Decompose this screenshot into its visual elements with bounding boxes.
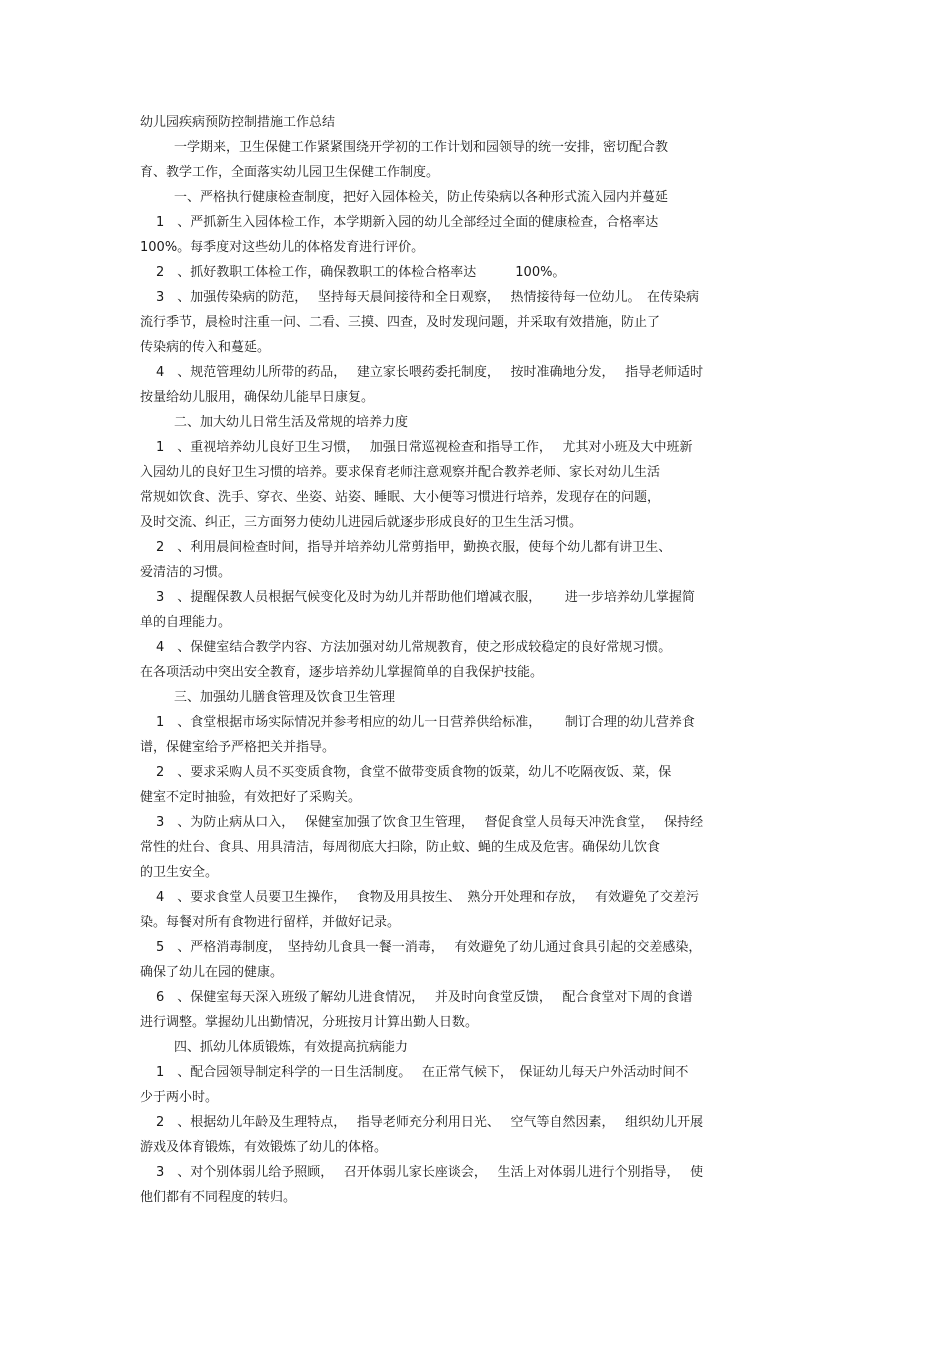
text-line: 1 、食堂根据市场实际情况并参考相应的幼儿一日营养供给标准， 制订合理的幼儿营养食	[156, 715, 695, 730]
document-title: 幼儿园疾病预防控制措施工作总结	[140, 115, 336, 130]
text-line: 育、教学工作，全面落实幼儿园卫生保健工作制度。	[140, 165, 440, 180]
text-line: 染。每餐对所有食物进行留样，并做好记录。	[140, 915, 401, 930]
text-line: 6 、保健室每天深入班级了解幼儿进食情况， 并及时向食堂反馈， 配合食堂对下周的食谱	[156, 990, 693, 1005]
text-line: 1 、严抓新生入园体检工作，本学期新入园的幼儿全部经过全面的健康检查，合格率达	[156, 215, 659, 230]
text-line: 按量给幼儿服用，确保幼儿能早日康复。	[140, 390, 375, 405]
text-line: 5 、严格消毒制度， 坚持幼儿食具一餐一消毒， 有效避免了幼儿通过食具引起的交差感染，	[156, 940, 702, 955]
text-line: 3 、为防止病从口入， 保健室加强了饮食卫生管理， 督促食堂人员每天冲洗食堂， 保持经	[156, 815, 704, 830]
text-line: 传染病的传入和蔓延。	[140, 340, 271, 355]
text-line: 在各项活动中突出安全教育，逐步培养幼儿掌握简单的自我保护技能。	[140, 665, 544, 680]
text-line: 100%。每季度对这些幼儿的体格发育进行评价。	[140, 240, 425, 255]
text-line: 他们都有不同程度的转归。	[140, 1190, 297, 1205]
text-line: 2 、利用晨间检查时间，指导并培养幼儿常剪指甲，勤换衣服，使每个幼儿都有讲卫生、	[156, 540, 672, 555]
text-line: 游戏及体育锻炼，有效锻炼了幼儿的体格。	[140, 1140, 388, 1155]
text-line: 进行调整。掌握幼儿出勤情况，分班按月计算出勤人日数。	[140, 1015, 479, 1030]
text-line: 常规如饮食、洗手、穿衣、坐姿、站姿、睡眠、大小便等习惯进行培养，发现存在的问题，	[140, 490, 661, 505]
text-line: 4 、保健室结合教学内容、方法加强对幼儿常规教育，使之形成较稳定的良好常规习惯。	[156, 640, 672, 655]
text-line: 2 、根据幼儿年龄及生理特点， 指导老师充分利用日光、 空气等自然因素， 组织幼儿开展	[156, 1115, 704, 1130]
text-line: 2 、要求采购人员不买变质食物，食堂不做带变质食物的饭菜，幼儿不吃隔夜饭、菜，保	[156, 765, 672, 780]
text-line: 流行季节，晨检时注重一问、二看、三摸、四查，及时发现问题，并采取有效措施，防止了	[140, 315, 661, 330]
text-line: 4 、要求食堂人员要卫生操作， 食物及用具按生、 熟分开处理和存放， 有效避免了交差污	[156, 890, 700, 905]
text-line: 少于两小时。	[140, 1090, 219, 1105]
text-line: 确保了幼儿在园的健康。	[140, 965, 284, 980]
text-line: 的卫生安全。	[140, 865, 219, 880]
text-line: 3 、加强传染病的防范， 坚持每天晨间接待和全日观察， 热情接待每一位幼儿。 在传染病	[156, 290, 700, 305]
text-line: 常性的灶台、食具、用具清洁，每周彻底大扫除，防止蚊、蝇的生成及危害。确保幼儿饮食	[140, 840, 661, 855]
text-line: 健室不定时抽验，有效把好了采购关。	[140, 790, 362, 805]
text-line: 一学期来，卫生保健工作紧紧围绕开学初的工作计划和园领导的统一安排，密切配合教	[174, 140, 669, 155]
text-line: 1 、重视培养幼儿良好卫生习惯， 加强日常巡视检查和指导工作， 尤其对小班及大中班新	[156, 440, 693, 455]
text-line: 二、加大幼儿日常生活及常规的培养力度	[174, 415, 409, 430]
text-line: 4 、规范管理幼儿所带的药品， 建立家长喂药委托制度， 按时准确地分发， 指导老师适时	[156, 365, 704, 380]
text-line: 入园幼儿的良好卫生习惯的培养。要求保育老师注意观察并配合教养老师、家长对幼儿生活	[140, 465, 661, 480]
document-body	[140, 110, 820, 1210]
text-line: 单的自理能力。	[140, 615, 232, 630]
text-line: 爱清洁的习惯。	[140, 565, 232, 580]
text-line: 1 、配合园领导制定科学的一日生活制度。 在正常气候下， 保证幼儿每天户外活动时间不	[156, 1065, 689, 1080]
text-line: 三、加强幼儿膳食管理及饮食卫生管理	[174, 690, 396, 705]
text-line: 四、抓幼儿体质锻炼，有效提高抗病能力	[174, 1040, 409, 1055]
text-line: 3 、提醒保教人员根据气候变化及时为幼儿并帮助他们增减衣服， 进一步培养幼儿掌握简	[156, 590, 695, 605]
text-line: 2 、抓好教职工体检工作，确保教职工的体检合格率达 100%。	[156, 265, 566, 280]
text-line: 一、严格执行健康检查制度，把好入园体检关，防止传染病以各种形式流入园内并蔓延	[174, 190, 669, 205]
text-line: 3 、对个别体弱儿给予照顾， 召开体弱儿家长座谈会， 生活上对体弱儿进行个别指导， 使	[156, 1165, 704, 1180]
text-line: 谱，保健室给予严格把关并指导。	[140, 740, 336, 755]
text-line: 及时交流、纠正，三方面努力使幼儿进园后就逐步形成良好的卫生生活习惯。	[140, 515, 583, 530]
